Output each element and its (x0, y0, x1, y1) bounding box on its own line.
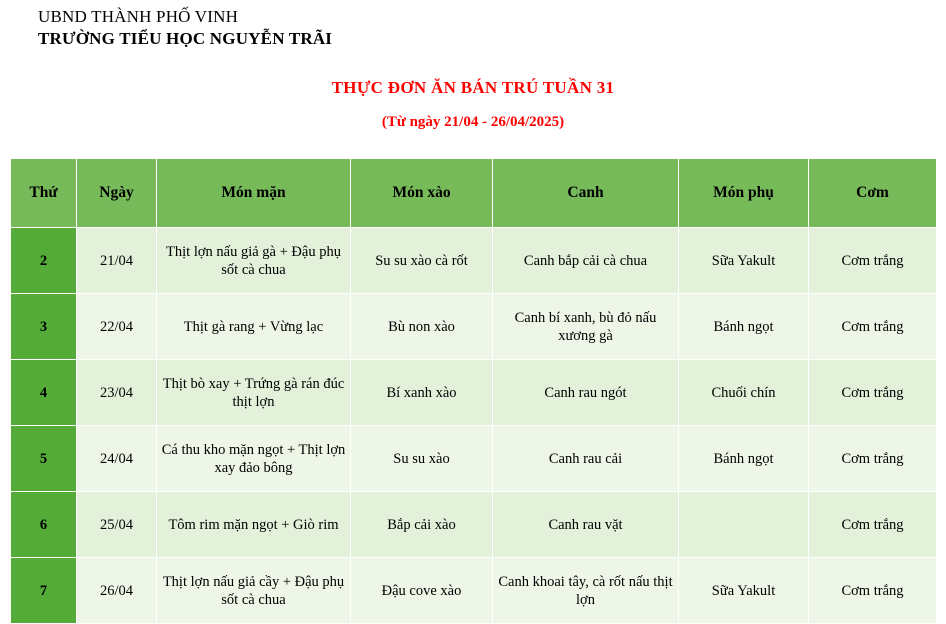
column-header-ngay: Ngày (77, 159, 157, 228)
organization-line-2: TRƯỜNG TIỂU HỌC NGUYỄN TRÃI (38, 29, 333, 48)
cell-ngay: 25/04 (77, 492, 157, 558)
table-header (11, 159, 937, 228)
cell-com: Cơm trắng (809, 426, 937, 492)
cell-ngay: 22/04 (77, 294, 157, 360)
page-title: THỰC ĐƠN ĂN BÁN TRÚ TUẦN 31 (331, 78, 615, 97)
table-row (11, 228, 937, 294)
column-header-mon-xao: Món xào (351, 159, 493, 228)
document-header (0, 0, 946, 50)
table-row (11, 492, 937, 558)
cell-canh: Canh bắp cải cà chua (493, 228, 679, 294)
cell-com: Cơm trắng (809, 492, 937, 558)
cell-mon-phu: Sữa Yakult (679, 558, 809, 624)
table-header-row (11, 159, 937, 228)
cell-com: Cơm trắng (809, 228, 937, 294)
cell-com: Cơm trắng (809, 294, 937, 360)
table-row (11, 426, 937, 492)
cell-thu: 5 (11, 426, 77, 492)
cell-thu: 4 (11, 360, 77, 426)
cell-mon-phu: Bánh ngọt (679, 294, 809, 360)
cell-ngay: 26/04 (77, 558, 157, 624)
cell-mon-phu: Sữa Yakult (679, 228, 809, 294)
cell-mon-xao: Đậu cove xào (351, 558, 493, 624)
cell-thu: 2 (11, 228, 77, 294)
cell-mon-man: Thịt bò xay + Trứng gà rán đúc thịt lợn (157, 360, 351, 426)
cell-canh: Canh bí xanh, bù đỏ nấu xương gà (493, 294, 679, 360)
cell-canh: Canh rau ngót (493, 360, 679, 426)
cell-ngay: 24/04 (77, 426, 157, 492)
cell-mon-xao: Bù non xào (351, 294, 493, 360)
cell-canh: Canh khoai tây, cà rốt nấu thịt lợn (493, 558, 679, 624)
table-row (11, 558, 937, 624)
column-header-thu: Thứ (11, 159, 77, 228)
cell-mon-xao: Su su xào cà rốt (351, 228, 493, 294)
cell-mon-phu: Bánh ngọt (679, 426, 809, 492)
cell-mon-man: Tôm rim mặn ngọt + Giò rim (157, 492, 351, 558)
cell-mon-phu (679, 492, 809, 558)
cell-mon-man: Thịt lợn nấu giả gà + Đậu phụ sốt cà chua (157, 228, 351, 294)
cell-thu: 7 (11, 558, 77, 624)
organization-line-1: UBND THÀNH PHỐ VINH (38, 7, 239, 26)
cell-thu: 3 (11, 294, 77, 360)
column-header-mon-man: Món mặn (157, 159, 351, 228)
cell-mon-man: Cá thu kho mặn ngọt + Thịt lợn xay đảo bông (157, 426, 351, 492)
table-body (11, 228, 937, 624)
column-header-com: Cơm (809, 159, 937, 228)
cell-thu: 6 (11, 492, 77, 558)
menu-table (10, 158, 937, 624)
page-subtitle: (Từ ngày 21/04 - 26/04/2025) (381, 114, 565, 130)
cell-com: Cơm trắng (809, 558, 937, 624)
cell-mon-xao: Bắp cải xào (351, 492, 493, 558)
cell-com: Cơm trắng (809, 360, 937, 426)
cell-mon-xao: Su su xào (351, 426, 493, 492)
cell-canh: Canh rau vặt (493, 492, 679, 558)
cell-mon-xao: Bí xanh xào (351, 360, 493, 426)
cell-mon-man: Thịt lợn nấu giả cầy + Đậu phụ sốt cà chua (157, 558, 351, 624)
table-row (11, 360, 937, 426)
column-header-mon-phu: Món phụ (679, 159, 809, 228)
table-row (11, 294, 937, 360)
cell-ngay: 21/04 (77, 228, 157, 294)
cell-mon-man: Thịt gà rang + Vừng lạc (157, 294, 351, 360)
title-block (0, 78, 946, 131)
column-header-canh: Canh (493, 159, 679, 228)
cell-mon-phu: Chuối chín (679, 360, 809, 426)
cell-ngay: 23/04 (77, 360, 157, 426)
cell-canh: Canh rau cải (493, 426, 679, 492)
